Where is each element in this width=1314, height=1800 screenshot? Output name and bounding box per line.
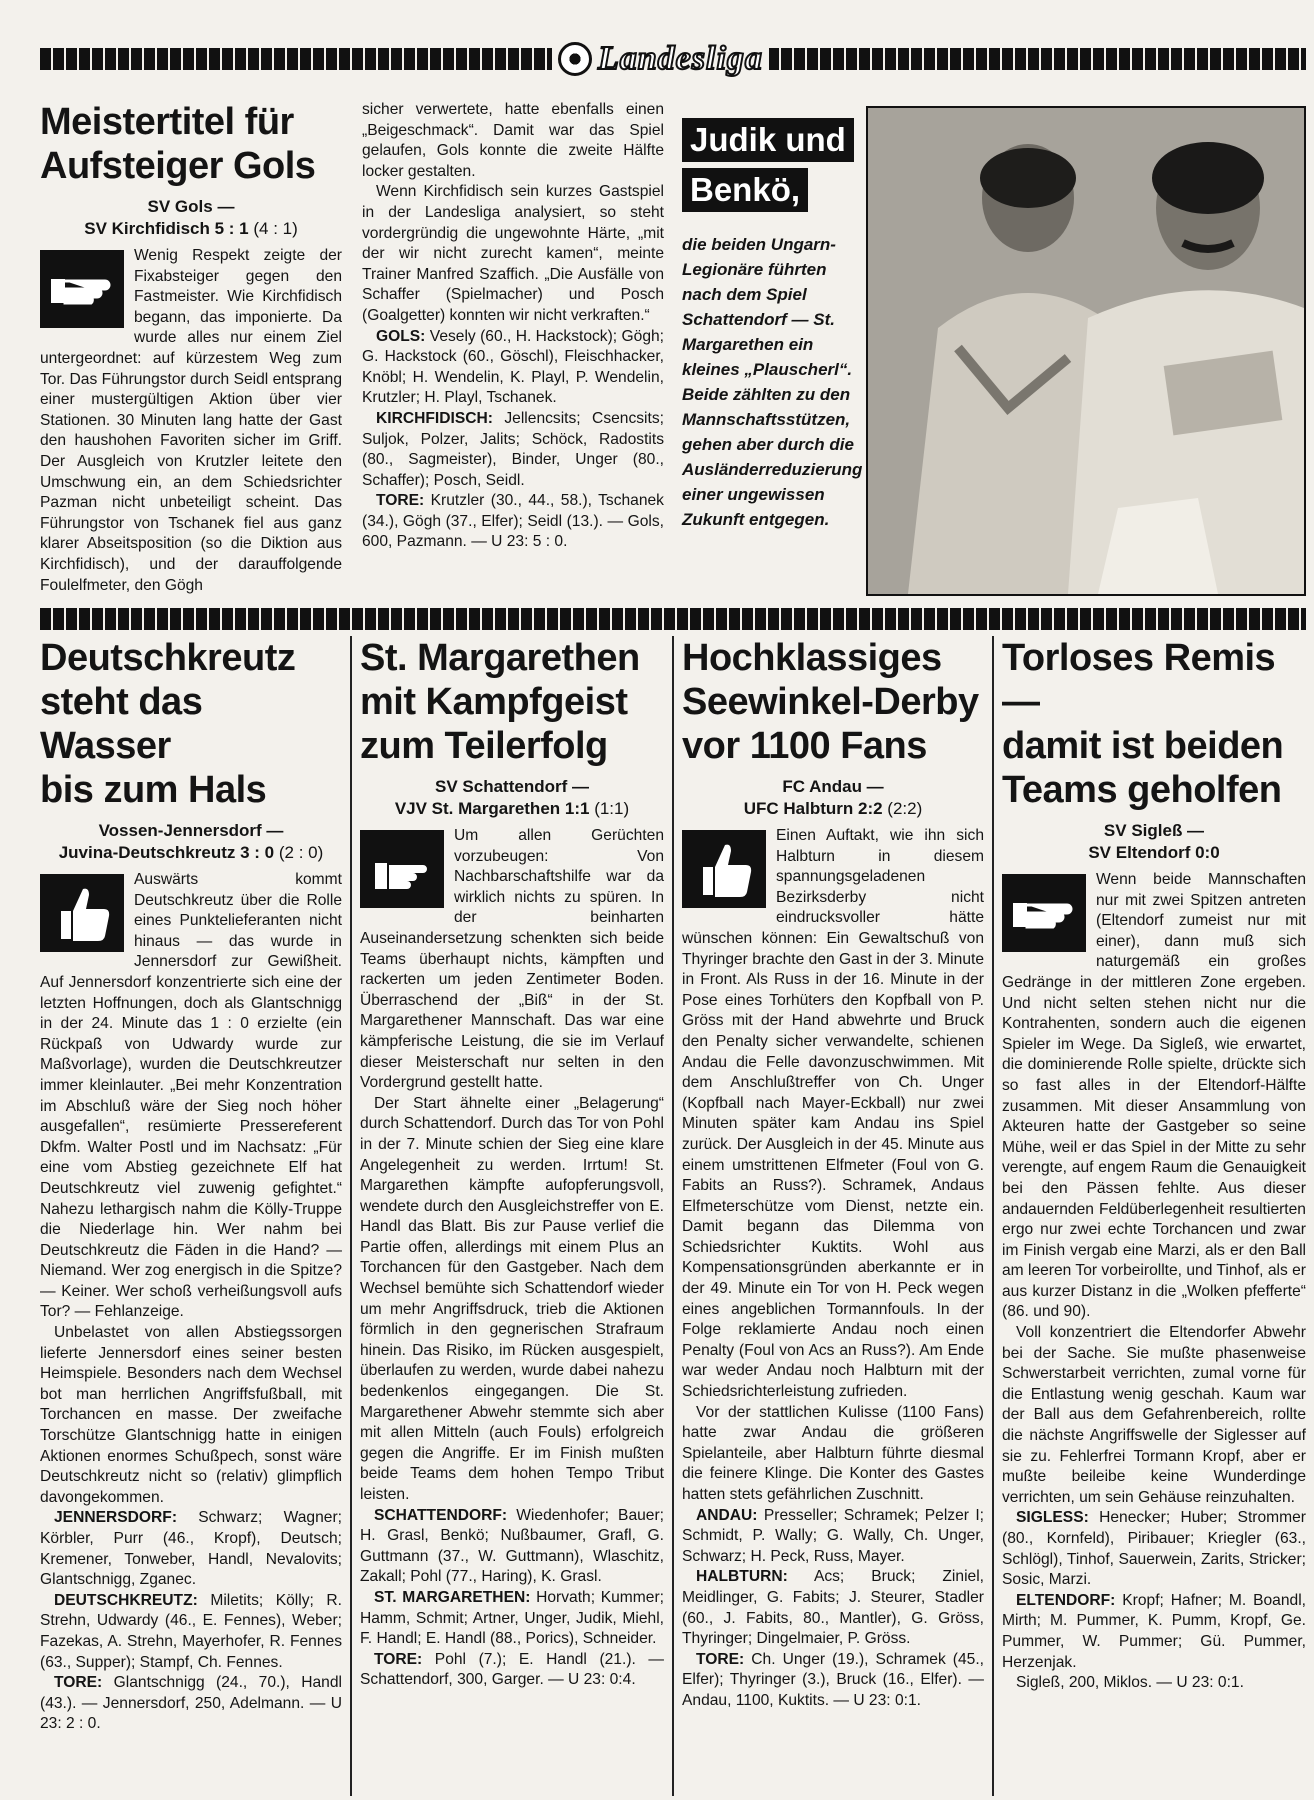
story1-result <box>40 196 342 240</box>
story2-paragraph: Auswärts kommt Deutschkreutz über die Rolle eines Punktelieferanten nicht hinaus — das wurde in Jennersdorf zur Gewißheit. Auf Jennersdorf konzentrierte sich eine der letzten Hoffnungen, doch als Glantschnigg in der 24. Minute das 1 : 0 erzielte (ein Rückpaß von Udwardy wurde zur Maßvorlage), wurden die Deutschkreutzer immer kleinlauter. „Bei mehr Konzentration im Abschluß wäre der Sieg noch höher ausgefallen“, resümierte Pressereferent Dkfm. Walter Postl und im Nachsatz: „Für eine vom Abstieg gezeichnete Elf hat Deutschkreutz viel zuwenig gefightet.“ Nahezu lethargisch nahm die Kölly-Truppe die Niederlage hin. Wer nahm bei Deutschkreutz die Fäden in die Hand? — Niemand. Wer zog energisch in die Spitze? — Keiner. Wer schoß verheißungsvoll aufs Tor? — Fehlanzeige. <box>40 871 342 1321</box>
story1-column-2 <box>362 100 664 553</box>
match-teams: SV Gols — <box>147 197 235 216</box>
halftime-score: (4 : 1) <box>253 219 298 238</box>
column-divider <box>350 636 352 1796</box>
match-score <box>40 218 342 240</box>
lineup-text: Miletits; Kölly; R. Strehn, Udwardy (46., E. Fennes), Weber; Fazekas, A. Strehn, Mayerhofer, R. Fennes (63., Supper); Stampf, Ch. Fennes. <box>40 1591 342 1671</box>
story5-result <box>1002 820 1306 864</box>
headline-line: Hochklassiges <box>682 637 942 679</box>
match-score <box>360 798 664 820</box>
story4-paragraph: Einen Auftakt, wie ihn sich Halbturn in diesem spannungsgeladenen Bezirksderby nicht eindrucksvoller hätte wünschen können: Ein Gewaltschuß von Thyringer brachte den Gast in der 3. Minute in Front. Als Russ in der 16. Minute in der Pose eines Torhüters den Kopfball von P. Gröss mit der Hand abwehrte und Bruck den Penalty sicher verwandelte, schienen Andau die Felle davonzuschwimmen. Mit dem Anschlußtreffer von Ch. Unger (Kopfball nach Mayer-Eckball) nur zwei Minuten später kam Andau ins Spiel zurück. Der Ausgleich in der 45. Minute aus einem umstrittenen Elfmeter (Foul von G. Fabits an Russ?). Schramek, Andaus Elfmeterschütze vom Dienst, netzte ein. Damit begann das Dilemma von Schiedsrichter Kuktits. Wohl aus Kompensationsgründen aberkannte er in der 49. Minute ein Tor von H. Peck wegen eines angeblichen Tormannfouls. In der Folge reklamierte Andau noch einen Penalty (Foul von Acs an Russ?). Am Ende war weder Andau noch Halbturn mit der Schiedsrichterleistung zufrieden. <box>682 827 984 1401</box>
lineup-label: DEUTSCHKREUTZ: <box>54 1591 198 1609</box>
thumbs-up-icon <box>47 881 117 945</box>
lineup-label: JENNERSDORF: <box>54 1509 178 1527</box>
lineup-label: SIGLESS: <box>1016 1509 1089 1527</box>
players-illustration <box>868 108 1304 594</box>
story2-paragraph: Unbelastet von allen Abstiegssorgen lieferte Jennersdorf eines seiner besten Heimspiele. Besonders nach dem Wechsel bot man herrlichen Angriffsfußball, mit Torchancen en masse. Der zweifache Torschütze Glantschnigg hatte in einigen Aktionen enormes Schußpech, sonst wäre Deutschkreutz nicht so (relativ) glimpflich davongekommen. <box>40 1324 342 1506</box>
lineup-text: Presseller; Schramek; Pelzer I; Schmidt, P. Wally; G. Wally, Ch. Unger, Schwarz; H. Peck, Russ, Mayer. <box>682 1506 984 1565</box>
story3-headline <box>360 636 664 768</box>
hand-flat-icon <box>1009 881 1079 945</box>
story2-result <box>40 820 342 864</box>
lineup-text: Vesely (60., H. Hackstock); Gögh; G. Hackstock (60., Göschl), Fleischhacker, Knöbl; H. Wendelin, K. Playl, P. Wendelin, Krutzler; H. Playl, Tschanek. <box>362 327 664 407</box>
match-score <box>40 842 342 864</box>
headline-line: Seewinkel-Derby <box>682 681 979 723</box>
story1-paragraph: Wenig Respekt zeigte der Fixabsteiger gegen den Fastmeister. Wie Kirchfidisch begann, das imponierte. Da wurde alles nur einem Ziel untergeordnet: auf kürzestem Weg zum Tor. Das Führungstor durch Seidl entsprang einer mustergültigen Aktion über vier Stationen. 30 Minuten lang hatte der Gast den haushohen Favoriten sicher im Griff. Der Ausgleich von Krutzler leitete den Umschwung ein, an dem Schiedsrichter Pazman nicht unbeteiligt scheint. Das Führungstor von Tschanek fiel aus ganz klarer Abseitsposition (so die Diktion aus Kirchfidisch), und der darauffolgende Foulelfmeter, den Gögh <box>40 247 342 594</box>
story2-column <box>40 636 342 1735</box>
caption-text: die beiden Ungarn-Legionäre führten nach dem Spiel Schattendorf — St. Margarethen ein kleines „Plauscherl“. Beide zählten zu den Mannschaftsstützen, gehen aber durch die Ausländerreduzierung einer ungewissen Zukunft entgegen. <box>682 235 863 529</box>
headline-line: damit ist beiden <box>1002 725 1284 767</box>
headline-line: bis zum Hals <box>40 769 267 811</box>
lineup-text: Ch. Unger (19.), Schramek (45., Elfer); Thyringer (3.), Bruck (16., Elfer). — Andau, 1100, Kuktits. — U 23: 0:1. <box>682 1650 984 1709</box>
caption-name: Benkö, <box>682 168 808 212</box>
column-divider <box>992 636 994 1796</box>
story3-paragraph: Der Start ähnelte einer „Belagerung“ durch Schattendorf. Durch das Tor von Pohl in der 7. Minute schien der Sieg eine klare Angelegenheit zu werden. Irrtum! St. Margarethen kämpfte aufopferungsvoll, wendete durch den Ausgleichstreffer von E. Handl das Blatt. Bis zur Pause verlief die Partie offen, allerdings mit einem Plus an Torchancen für den Gastgeber. Nach dem Wechsel bemühte sich Schattendorf wieder um mehr Angriffsdruck, trieb die Aktionen förmlich in den gegnerischen Strafraum hinein. Das Risiko, im Rücken ausgespielt, überlaufen zu werden, wurde dabei nahezu bedenkenlos eingegangen. Die St. Margarethener Abwehr stemmte sich aber mit allen Mitteln (auch Fouls) erfolgreich gegen die Angriffe. Er im Finish mußten beide Teams dem hohen Tempo Tribut leisten. <box>360 1094 664 1503</box>
lineup-label: ANDAU: <box>696 1506 758 1524</box>
section-header <box>552 40 769 78</box>
lineup-text: Horvath; Kummer; Hamm, Schmit; Artner, Unger, Judik, Miehl, F. Handl; E. Handl (88., Porics), Schneider. <box>360 1588 664 1648</box>
story1-headline <box>40 100 342 188</box>
lineup-label: KIRCHFIDISCH: <box>376 409 493 427</box>
hand-flat-icon <box>47 257 117 321</box>
halftime-score: (1:1) <box>594 799 630 818</box>
headline-line: steht das Wasser <box>40 681 203 767</box>
story1-paragraph: Wenn Kirchfidisch sein kurzes Gastspiel in der Landesliga analysiert, so steht vordergründig die ungewohnte Härte, „mit der wir nicht zurecht kamen“, meinte Trainer Manfred Szaffich. „Die Ausfälle von Schaffer (Spielmacher) und Posch (Goalgetter) konnten wir nicht verkraften.“ <box>362 183 664 324</box>
lineup-text: Pohl (7.); E. Handl (21.). — Schattendorf, 300, Garger. — U 23: 0:4. <box>360 1650 664 1689</box>
story3-paragraph: Um allen Gerüchten vorzubeugen: Von Nachbarschaftshilfe war da wirklich nichts zu spüren. In der beinharten Auseinandersetzung schenkten sich beide Teams überhaupt nichts, kämpften und rackerten um jeden Zentimeter Boden. Überraschend der „Biß“ in der St. Margarethener Mannschaft. Das war eine kämpferische Leistung, die sie im Verlauf dieser Meisterschaft nur selten in den Vordergrund gestellt hatte. <box>360 827 664 1092</box>
match-score <box>1002 842 1306 864</box>
halftime-score: (2:2) <box>887 799 923 818</box>
headline-line: Teams geholfen <box>1002 769 1282 811</box>
caption-name: Judik und <box>682 118 854 162</box>
headline-line: Meistertitel für <box>40 101 294 143</box>
bottom-rule <box>40 608 1306 630</box>
story4-result <box>682 776 984 820</box>
match-teams: SV Sigleß — <box>1103 821 1205 840</box>
headline-line: St. Margarethen <box>360 637 640 679</box>
headline-line: Deutschkreutz <box>40 637 296 679</box>
story2-headline <box>40 636 342 812</box>
headline-line: zum Teilerfolg <box>360 725 608 767</box>
rating-box <box>682 830 766 908</box>
football-icon <box>558 42 592 76</box>
lineup-label: ELTENDORF: <box>1016 1591 1116 1609</box>
story4-column <box>682 636 984 1712</box>
rating-box <box>1002 874 1086 952</box>
story1-paragraph: sicher verwertete, hatte ebenfalls einen „Beigeschmack“. Damit war das Spiel gelaufen, Gols konnte die zweite Hälfte locker gestalten. <box>362 101 664 180</box>
hand-pointing-icon <box>367 837 437 901</box>
thumbs-up-icon <box>689 837 759 901</box>
lineup-text: Henecker; Huber; Strommer (80., Kornfeld), Piribauer; Kriegler (63., Schlögl), Tinhof, Sauerwein, Zarits, Stricker; Sosic, Marzi. <box>1002 1509 1306 1589</box>
lineup-text: Jellencsits; Csencsits; Suljok, Polzer, Jalits; Schöck, Radostits (80., Sagmeister), Binder, Unger (80., Schaffer); Posch, Seidl. <box>362 409 664 489</box>
lineup-label: TORE: <box>54 1674 103 1692</box>
match-info: Sigleß, 200, Miklos. — U 23: 0:1. <box>1016 1674 1244 1692</box>
story5-paragraph: Wenn beide Mannschaften nur mit zwei Spitzen antreten (Eltendorf zumeist nur mit einer), dann muß sich naturgemäß ein großes Gedränge in der mittleren Zone ergeben. Und nicht selten stehen nicht nur die Kontrahenten, sondern auch die eigenen Spieler im Wege. Da Sigleß, wie erwartet, die dominierende Rolle spielte, drückte sich so fast alles in der Eltendorf-Hälfte zusammen. Mit dieser Ansammlung von Akteuren hatte der Gastgeber so seine Mühe, weil er das Spiel in der Mitte zu sehr verengte, auf engem Raum die Genauigkeit bei den Pässen fehlte. Aus dieser andauernden Feldüberlegenheit resultierten ergo nur zwei echte Torchancen und zwar im Finish vergab eine Marzi, als er den Ball am leeren Tor vorbeirollte, und Tinhof, als er aus kurzer Distanz in die „Wolken pfefferte“ (86. und 90). <box>1002 871 1306 1321</box>
lineup-label: ST. MARGARETHEN: <box>374 1588 531 1606</box>
match-teams: FC Andau — <box>782 777 884 796</box>
match-teams: Vossen-Jennersdorf — <box>98 821 284 840</box>
players-photo <box>866 106 1306 596</box>
rating-box <box>40 250 124 328</box>
story5-paragraph: Voll konzentriert die Eltendorfer Abwehr bei der Sache. Sie mußte phasenweise Schwerstarbeit verrichten, zumal vorne für die Entlastung wenig geschah. Kaum war der Ball aus dem Gefahrenbereich, rollte die nächste Angriffswelle der Siglesser auf sie zu. Fehlerfrei Tormann Kropf, aber er mußte beileibe keine Wunderdinge verrichten, um sein Gehäuse reinzuhalten. <box>1002 1324 1306 1506</box>
story1-column-1 <box>40 100 342 596</box>
headline-line: mit Kampfgeist <box>360 681 628 723</box>
score-line: SV Eltendorf 0:0 <box>1088 843 1220 862</box>
match-teams: SV Schattendorf — <box>435 777 589 796</box>
story4-paragraph: Vor der stattlichen Kulisse (1100 Fans) hatte zwar Andau die größeren Spielanteile, aber Halbturn führte diesmal die feinere Klinge. Die Konter des Gastes hatten stets gefährlichen Zuschnitt. <box>682 1403 984 1503</box>
lineup-text: Schwarz; Wagner; Körbler, Purr (46., Kropf), Deutsch; Kremener, Tonweber, Handl, Nevalovits; Glantschnigg, Zganec. <box>40 1509 342 1589</box>
story3-result <box>360 776 664 820</box>
lineup-text: Wiedenhofer; Bauer; H. Grasl, Benkö; Nußbaumer, Grafl, G. Guttmann (37., W. Guttmann), Wlaschitz, Zakall; Pohl (77., Haring), K. Grasl. <box>360 1506 664 1586</box>
story5-headline <box>1002 636 1306 812</box>
lineup-label: TORE: <box>376 492 425 510</box>
headline-line: Torloses Remis — <box>1002 637 1276 723</box>
headline-line: vor 1100 Fans <box>682 725 927 767</box>
lineup-label: SCHATTENDORF: <box>374 1506 508 1524</box>
headline-line: Aufsteiger Gols <box>40 145 316 187</box>
lineup-label: TORE: <box>374 1650 423 1668</box>
lineup-text: Acs; Bruck; Ziniel, Meidlinger, G. Fabits; J. Steurer, Stadler (60., J. Fabits, 80., Mantler), G. Gröss, Thyringer; Dingelmaier, P. Gröss. <box>682 1568 984 1648</box>
lineup-text: Krutzler (30., 44., 58.), Tschanek (34.), Gögh (37., Elfer); Seidl (13.). — Gols, 600, Pazmann. — U 23: 5 : 0. <box>362 492 664 551</box>
match-score <box>682 798 984 820</box>
score-line: VJV St. Margarethen 1:1 <box>394 799 590 818</box>
story3-column <box>360 636 664 1691</box>
photo-caption <box>682 118 863 532</box>
section-title: Landesliga <box>598 40 763 77</box>
lineup-label: HALBTURN: <box>696 1568 788 1586</box>
lineup-label: TORE: <box>696 1650 745 1668</box>
rating-box <box>360 830 444 908</box>
lineup-label: GOLS: <box>376 327 426 345</box>
score-line: SV Kirchfidisch 5 : 1 <box>84 219 249 238</box>
score-line: Juvina-Deutschkreutz 3 : 0 <box>58 843 275 862</box>
column-divider <box>672 636 674 1796</box>
halftime-score: (2 : 0) <box>278 843 324 862</box>
score-line: UFC Halbturn 2:2 <box>743 799 883 818</box>
story5-column <box>1002 636 1306 1694</box>
rating-box <box>40 874 124 952</box>
story4-headline <box>682 636 984 768</box>
lineup-text: Kropf; Hafner; M. Boandl, Mirth; M. Pummer, K. Pumm, Kropf, Ge. Pummer, W. Pummer; Gü. Pummer, Herzenjak. <box>1002 1591 1306 1671</box>
lineup-text: Glantschnigg (24., 70.), Handl (43.). — Jennersdorf, 250, Adelmann. — U 23: 2 : 0. <box>40 1674 342 1733</box>
